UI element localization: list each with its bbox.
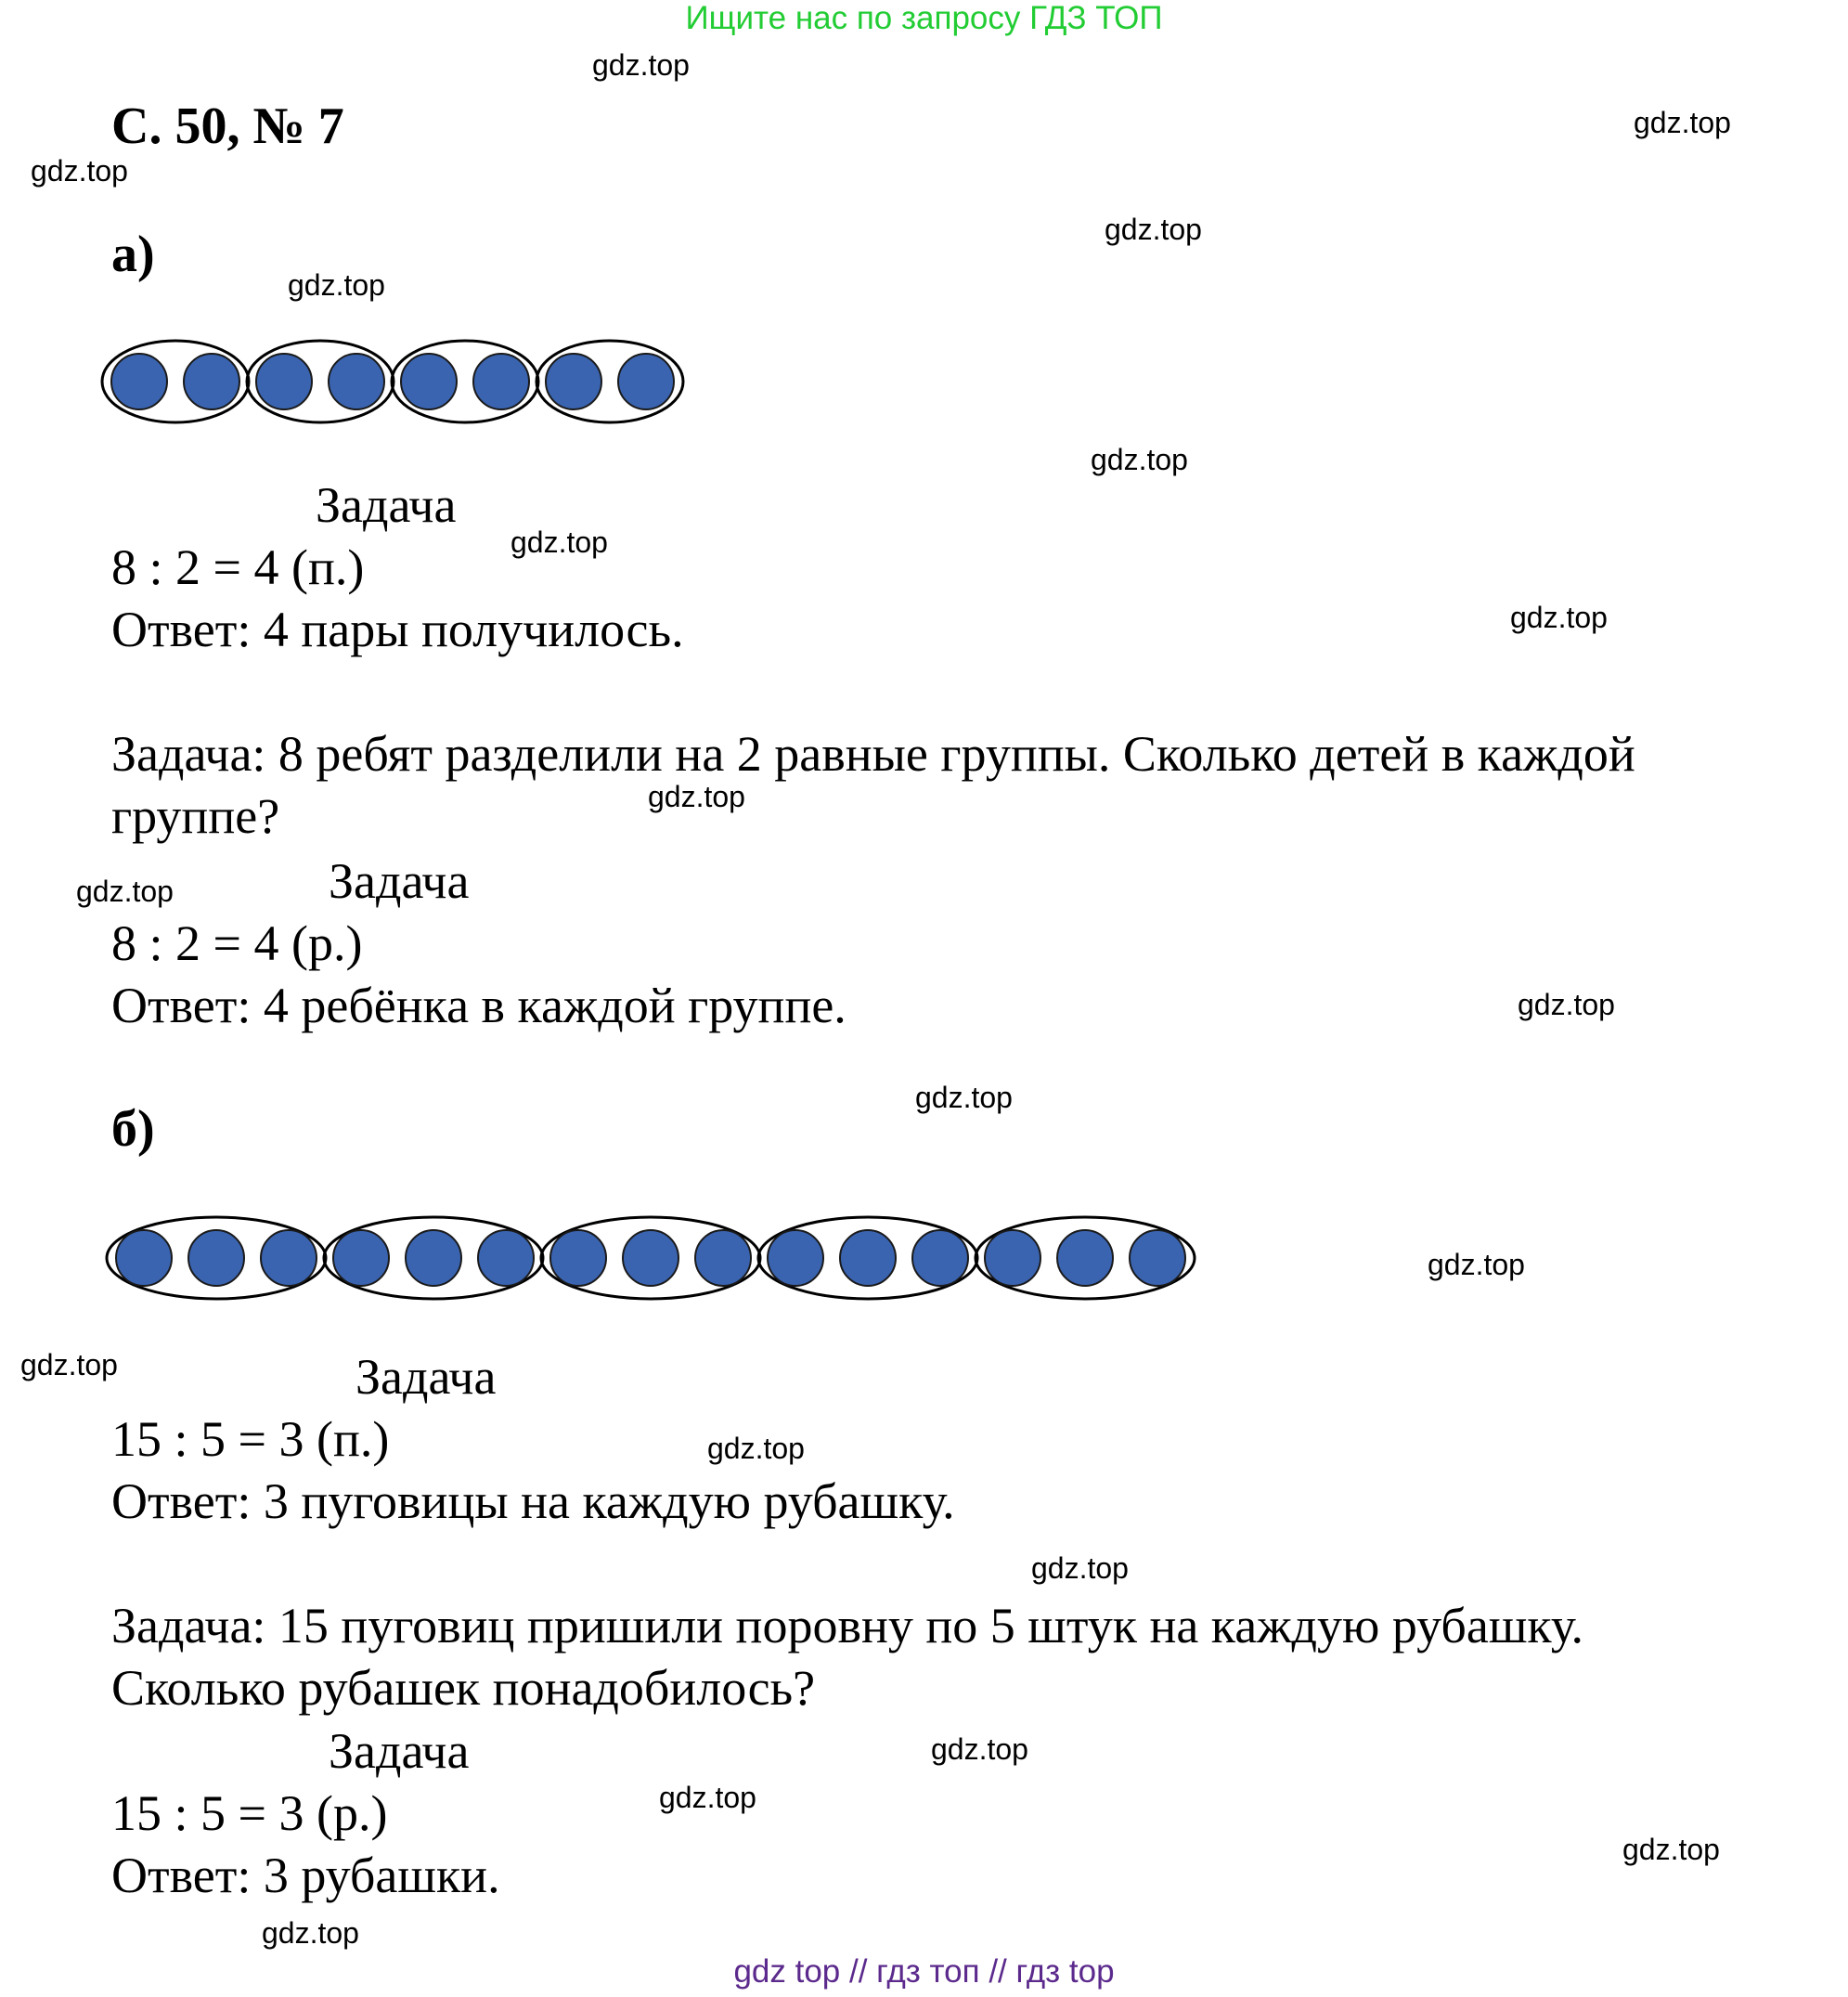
watermark: gdz.top	[1031, 1551, 1129, 1585]
part-a-problem2-answer: Ответ: 4 ребёнка в каждой группе.	[111, 978, 846, 1033]
watermark: gdz.top	[1622, 1833, 1720, 1866]
part-a-bead-diagram	[102, 330, 696, 441]
top-banner: Ищите нас по запросу ГДЗ ТОП	[685, 0, 1163, 36]
bead	[333, 1230, 389, 1286]
part-a-problem2-heading: Задача	[329, 853, 470, 909]
part-a-problem1-heading: Задача	[316, 477, 457, 533]
bead	[406, 1230, 461, 1286]
part-b-problem1-heading: Задача	[355, 1349, 497, 1405]
part-b-problem1-answer: Ответ: 3 пуговицы на каждую рубашку.	[111, 1473, 955, 1529]
bead	[550, 1230, 606, 1286]
watermark: gdz.top	[1091, 443, 1188, 476]
watermark: gdz.top	[648, 780, 745, 813]
bead	[1130, 1230, 1185, 1286]
bead	[116, 1230, 172, 1286]
bead	[840, 1230, 896, 1286]
part-b-problem2-answer: Ответ: 3 рубашки.	[111, 1848, 500, 1903]
watermark: gdz.top	[288, 268, 385, 302]
watermark: gdz.top	[262, 1916, 359, 1950]
part-a-task-line1: Задача: 8 ребят разделили на 2 равные группы. Сколько детей в каждой	[111, 726, 1635, 782]
watermark: gdz.top	[1518, 988, 1615, 1021]
watermark: gdz.top	[1634, 106, 1731, 139]
part-b-problem2-equation: 15 : 5 = 3 (р.)	[111, 1785, 388, 1841]
bead	[1057, 1230, 1113, 1286]
watermark: gdz.top	[592, 48, 690, 82]
part-a-task-line2: группе?	[111, 788, 280, 844]
watermark: gdz.top	[931, 1732, 1028, 1766]
watermark: gdz.top	[707, 1432, 805, 1465]
part-a-label: а)	[111, 226, 155, 283]
bead	[111, 354, 167, 409]
bead	[623, 1230, 678, 1286]
part-a-problem2-equation: 8 : 2 = 4 (р.)	[111, 915, 363, 971]
part-a-problem1-equation: 8 : 2 = 4 (п.)	[111, 539, 365, 595]
bead	[768, 1230, 823, 1286]
part-b-problem2-heading: Задача	[329, 1723, 470, 1779]
bead	[478, 1230, 534, 1286]
watermark: gdz.top	[1510, 601, 1608, 634]
part-b-bead-diagram	[107, 1202, 1193, 1314]
part-b-task-line2: Сколько рубашек понадобилось?	[111, 1660, 816, 1716]
bead	[256, 354, 312, 409]
watermark: gdz.top	[915, 1081, 1013, 1114]
part-b-task-line1: Задача: 15 пуговиц пришили поровну по 5 штук на каждую рубашку.	[111, 1598, 1583, 1653]
watermark: gdz.top	[76, 875, 174, 908]
bead	[188, 1230, 244, 1286]
bead	[261, 1230, 317, 1286]
watermark: gdz.top	[659, 1781, 756, 1814]
watermark: gdz.top	[20, 1348, 118, 1381]
bead	[473, 354, 529, 409]
watermark: gdz.top	[510, 525, 608, 559]
footer-links: gdz top // гдз топ // гдз top	[733, 1953, 1115, 1990]
part-b-problem1-equation: 15 : 5 = 3 (п.)	[111, 1411, 390, 1467]
watermark: gdz.top	[31, 154, 128, 188]
bead	[985, 1230, 1040, 1286]
watermark: gdz.top	[1428, 1248, 1525, 1281]
bead	[546, 354, 601, 409]
part-a-problem1-answer: Ответ: 4 пары получилось.	[111, 602, 684, 657]
watermark: gdz.top	[1105, 213, 1202, 246]
bead	[401, 354, 457, 409]
bead	[912, 1230, 968, 1286]
page-title: С. 50, № 7	[111, 97, 344, 155]
bead	[184, 354, 239, 409]
bead	[329, 354, 384, 409]
bead	[618, 354, 674, 409]
part-b-label: б)	[111, 1100, 155, 1158]
bead	[695, 1230, 751, 1286]
